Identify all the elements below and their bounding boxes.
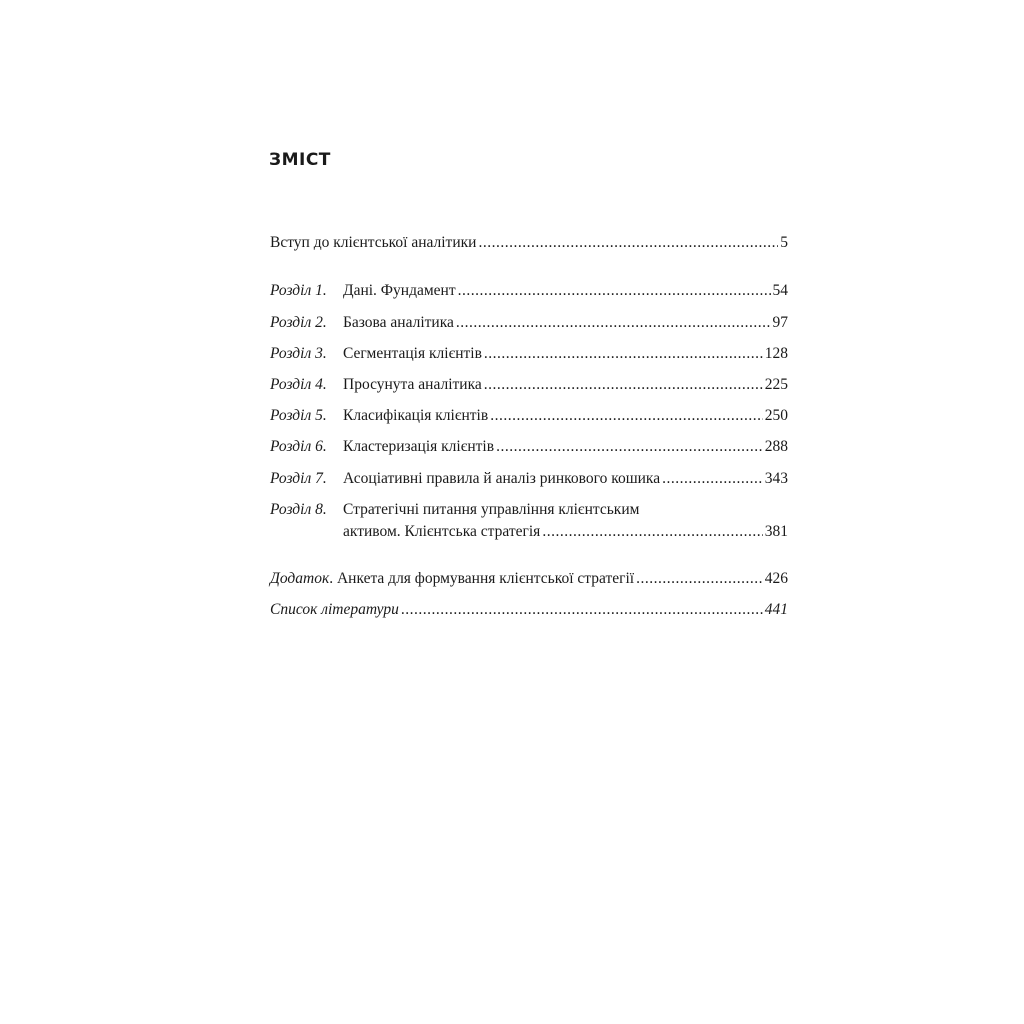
- toc-page-number: 97: [772, 314, 788, 331]
- appendix-label: Додаток: [270, 570, 330, 587]
- toc-page-number: 288: [764, 438, 788, 455]
- toc-page-number: 381: [764, 523, 788, 540]
- dot-leader: [662, 468, 763, 490]
- dot-leader: [456, 312, 771, 334]
- toc-entry-chapter-2: [270, 312, 788, 334]
- dot-leader: [401, 599, 763, 621]
- toc-page-number: 128: [764, 345, 788, 362]
- chapter-label: Розділ 8.: [270, 501, 327, 518]
- dot-leader: [490, 405, 763, 427]
- toc-entry-text: Список літератури: [270, 601, 399, 618]
- chapter-label: Розділ 2.: [270, 314, 327, 331]
- dot-leader: [478, 232, 778, 254]
- toc-entry-text: Класифікація клієнтів: [343, 407, 489, 424]
- chapter-label: Розділ 3.: [270, 345, 327, 362]
- toc-page-number: 54: [772, 282, 788, 299]
- chapter-label: Розділ 6.: [270, 438, 327, 455]
- toc-page-number: 343: [764, 470, 788, 487]
- toc-page-number: 426: [764, 570, 788, 587]
- toc-entry-chapter-7: [270, 468, 788, 490]
- toc-entry-chapter-5: [270, 405, 788, 427]
- toc-entry-text: Асоціативні правила й аналіз ринкового кошика: [343, 470, 661, 487]
- toc-page-number: 5: [780, 234, 788, 251]
- toc-entry-text: Кластеризація клієнтів: [343, 438, 495, 455]
- dot-leader: [542, 521, 762, 543]
- toc-entry-text: Дані. Фундамент: [343, 282, 456, 299]
- toc-entry-appendix: [270, 568, 788, 590]
- dot-leader: [458, 280, 771, 302]
- toc-entry-text-line-1: Стратегічні питання управління клієнтським: [343, 501, 640, 518]
- toc-entry-chapter-1: [270, 280, 788, 302]
- dot-leader: [496, 436, 763, 458]
- toc-entry-references: [270, 599, 788, 621]
- toc-page-number: 225: [764, 376, 788, 393]
- dot-leader: [636, 568, 763, 590]
- page-title: ЗМІСТ: [269, 150, 331, 170]
- toc-entry-text: . Анкета для формування клієнтської стратегії: [329, 570, 635, 587]
- chapter-label: Розділ 4.: [270, 376, 327, 393]
- toc-entry-chapter-8: [270, 499, 788, 543]
- toc-entry-text: Сегментація клієнтів: [343, 345, 482, 362]
- toc-entry-text: Просунута аналітика: [343, 376, 482, 393]
- toc-page-number: 441: [764, 601, 788, 618]
- chapter-label: Розділ 5.: [270, 407, 327, 424]
- dot-leader: [484, 374, 763, 396]
- chapter-label: Розділ 1.: [270, 282, 327, 299]
- toc-entry-text-line-2: активом. Клієнтська стратегія: [343, 523, 541, 540]
- toc-entry-chapter-3: [270, 343, 788, 365]
- toc-page-number: 250: [764, 407, 788, 424]
- toc-entry-chapter-4: [270, 374, 788, 396]
- toc-entry-chapter-6: [270, 436, 788, 458]
- toc-entry-text: Вступ до клієнтської аналітики: [270, 234, 477, 251]
- chapter-label: Розділ 7.: [270, 470, 327, 487]
- toc-entry-intro: [270, 232, 788, 254]
- dot-leader: [484, 343, 763, 365]
- toc-entry-text: Базова аналітика: [343, 314, 454, 331]
